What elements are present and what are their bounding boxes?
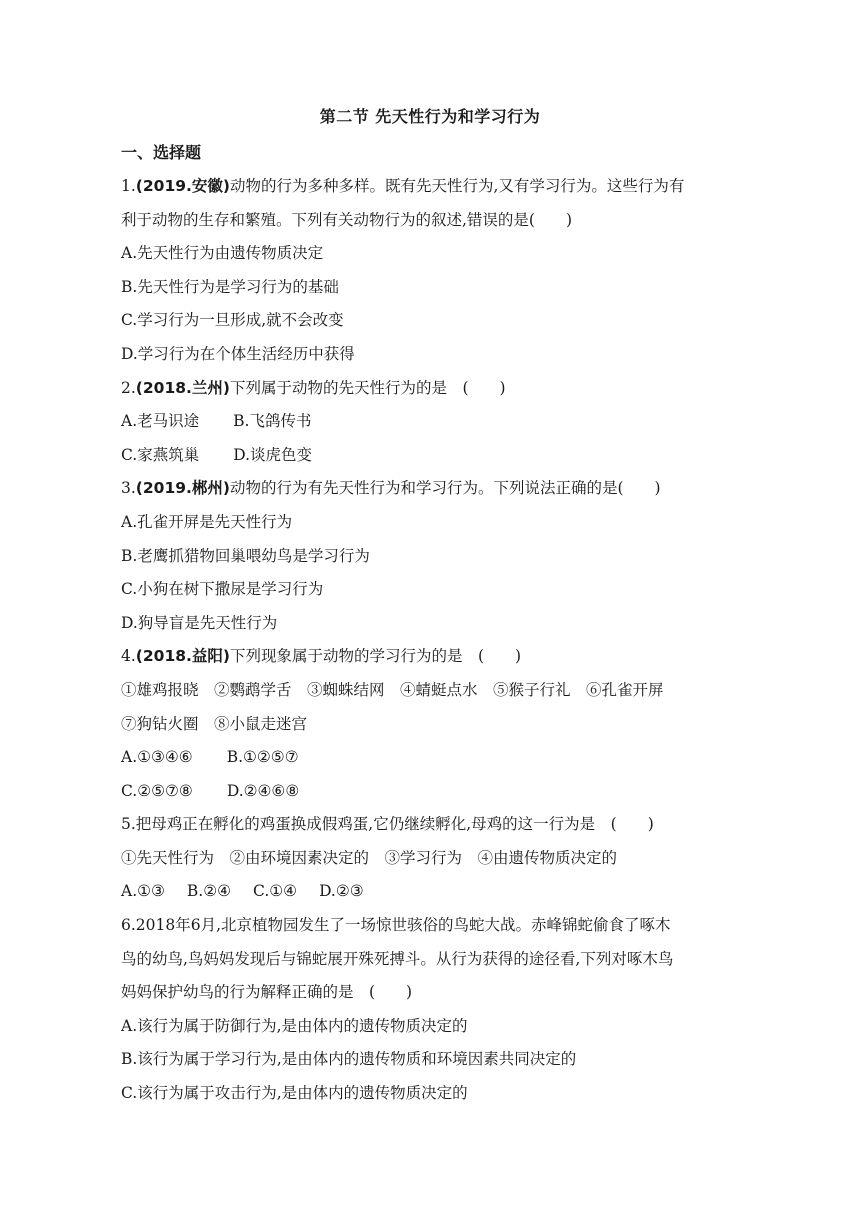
question-4-items-cont: ⑦狗钻火圈 ⑧小鼠走迷宫 xyxy=(121,714,308,733)
question-5-option-a[interactable]: A.①③ xyxy=(121,882,165,901)
question-5-stem: 5.把母鸡正在孵化的鸡蛋换成假鸡蛋,它仍继续孵化,母鸡的这一行为是 ( ) xyxy=(121,815,654,834)
question-3-option-b[interactable]: B.老鹰抓猎物回巢喂幼鸟是学习行为 xyxy=(121,546,370,565)
question-source: (2018.益阳) xyxy=(135,647,230,666)
question-text: 下列属于动物的先天性行为的是 ( ) xyxy=(230,378,506,397)
question-text: 动物的行为有先天性行为和学习行为。下列说法正确的是( ) xyxy=(230,479,661,498)
question-2-stem xyxy=(121,372,761,406)
page-title: 第二节 先天性行为和学习行为 xyxy=(319,107,541,126)
question-1-option-c[interactable]: C.学习行为一旦形成,就不会改变 xyxy=(121,311,344,330)
question-3-option-a[interactable]: A.孔雀开屏是先天性行为 xyxy=(121,512,293,531)
question-6-stem-cont: 鸟的幼鸟,鸟妈妈发现后与锦蛇展开殊死搏斗。从行为获得的途径看,下列对啄木鸟 xyxy=(121,949,674,968)
question-1-option-d[interactable]: D.学习行为在个体生活经历中获得 xyxy=(121,344,355,363)
question-4-option-a[interactable]: A.①③④⑥ xyxy=(121,748,193,767)
question-5-options xyxy=(121,875,761,909)
question-6-option-c[interactable]: C.该行为属于攻击行为,是由体内的遗传物质决定的 xyxy=(121,1084,468,1103)
question-list xyxy=(121,170,761,1111)
question-6-stem: 6.2018年6月,北京植物园发生了一场惊世骇俗的鸟蛇大战。赤峰锦蛇偷食了啄木 xyxy=(121,916,671,935)
question-1-option-b[interactable]: B.先天性行为是学习行为的基础 xyxy=(121,277,339,296)
question-5-items: ①先天性行为 ②由环境因素决定的 ③学习行为 ④由遗传物质决定的 xyxy=(121,848,618,867)
question-1-stem xyxy=(121,170,761,204)
question-source: (2019.郴州) xyxy=(135,479,230,498)
question-2-option-c[interactable]: C.家燕筑巢 xyxy=(121,445,200,464)
question-3-option-d[interactable]: D.狗导盲是先天性行为 xyxy=(121,613,278,632)
question-4-items: ①雄鸡报晓 ②鹦鹉学舌 ③蜘蛛结网 ④蜻蜓点水 ⑤猴子行礼 ⑥孔雀开屏 xyxy=(121,680,664,699)
question-3-stem xyxy=(121,472,761,506)
question-5-option-c[interactable]: C.①④ xyxy=(253,882,298,901)
question-2-option-d[interactable]: D.谈虎色变 xyxy=(233,445,313,464)
question-1-stem-cont: 利于动物的生存和繁殖。下列有关动物行为的叙述,错误的是( ) xyxy=(121,210,573,229)
question-2-options-cd xyxy=(121,439,761,473)
question-text: 动物的行为多种多样。既有先天性行为,又有学习行为。这些行为有 xyxy=(230,177,685,195)
question-4-option-d[interactable]: D.②④⑥⑧ xyxy=(226,781,300,800)
question-text: 下列现象属于动物的学习行为的是 ( ) xyxy=(230,647,522,666)
question-source: (2018.兰州) xyxy=(135,378,230,397)
question-number: 3. xyxy=(121,479,136,498)
question-2-option-a[interactable]: A.老马识途 xyxy=(121,412,200,431)
question-3-option-c[interactable]: C.小狗在树下撒尿是学习行为 xyxy=(121,580,324,599)
question-6-option-a[interactable]: A.该行为属于防御行为,是由体内的遗传物质决定的 xyxy=(121,1016,468,1035)
question-number: 1. xyxy=(121,177,136,195)
question-1-option-a[interactable]: A.先天性行为由遗传物质决定 xyxy=(121,244,324,263)
question-source: (2019.安徽) xyxy=(135,177,230,195)
question-2-option-b[interactable]: B.飞鸽传书 xyxy=(233,412,312,431)
question-2-options-ab xyxy=(121,405,761,439)
question-number: 2. xyxy=(121,378,136,397)
question-4-options-ab xyxy=(121,741,761,775)
section-heading: 一、选择题 xyxy=(121,143,202,162)
question-number: 4. xyxy=(121,647,136,666)
question-4-option-c[interactable]: C.②⑤⑦⑧ xyxy=(121,781,193,800)
question-4-option-b[interactable]: B.①②⑤⑦ xyxy=(226,748,299,767)
question-5-option-d[interactable]: D.②③ xyxy=(319,882,364,901)
question-4-stem xyxy=(121,640,761,674)
question-6-option-b[interactable]: B.该行为属于学习行为,是由体内的遗传物质和环境因素共同决定的 xyxy=(121,1050,577,1069)
question-5-option-b[interactable]: B.②④ xyxy=(186,882,232,901)
question-4-options-cd xyxy=(121,775,761,809)
question-6-stem-cont: 妈妈保护幼鸟的行为解释正确的是 ( ) xyxy=(121,983,413,1002)
